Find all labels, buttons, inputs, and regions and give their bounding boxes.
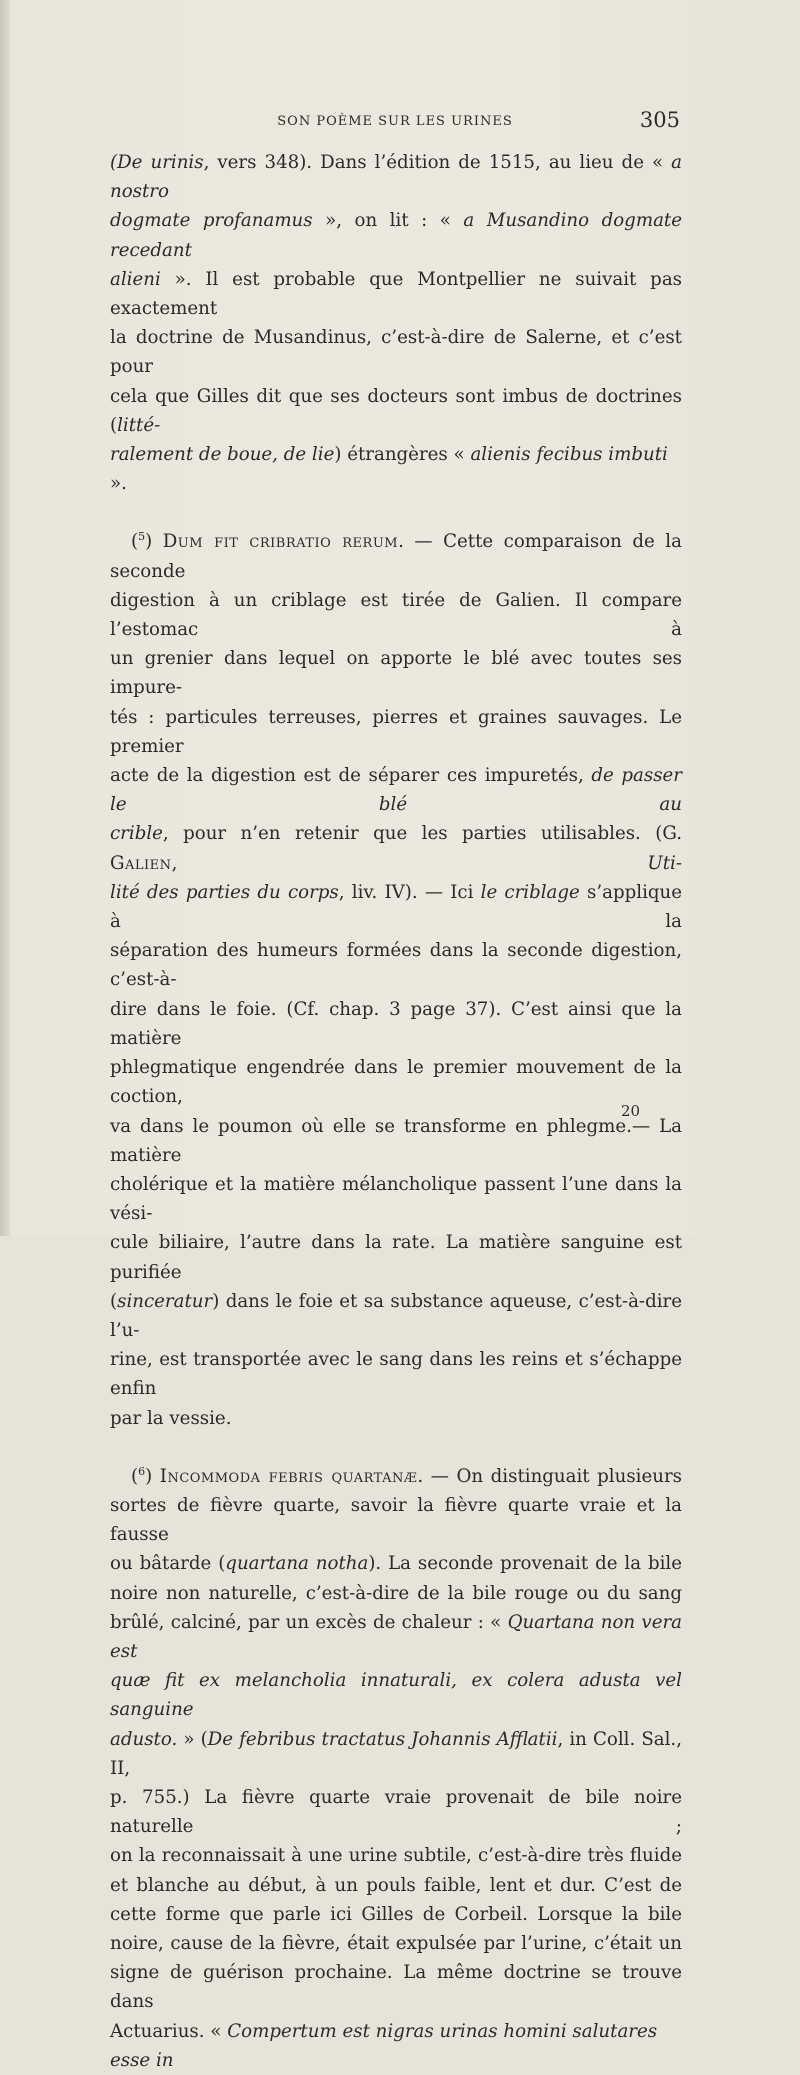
signature-mark: 20	[621, 1102, 641, 1120]
text-line: adusto. » (De febribus tractatus Johannis Afflatii, in Coll. Sal., II,	[110, 1728, 682, 1779]
text-line: lité des parties du corps, liv. IV). — Ici le criblage s’applique à la	[110, 881, 682, 933]
text-line: dogmate profanamus », on lit : « a Musandino dogmate recedant	[110, 210, 682, 261]
text-line: crible, pour n’en retenir que les parties utilisables. (G. Galien, Uti-	[110, 823, 682, 874]
text-line: (De urinis, vers 348). Dans l’édition de 1515, au lieu de « a nostro	[110, 152, 683, 203]
text-line: tés : particules terreuses, pierres et graines sauvages. Le premier	[110, 706, 682, 757]
text-line: cholérique et la matière mélancholique passent l’une dans la vési-	[110, 1173, 682, 1225]
text-line: séparation des humeurs formées dans la seconde digestion, c’est-à-	[110, 940, 682, 991]
page-number: 305	[639, 108, 680, 132]
text-line: brûlé, calciné, par un excès de chaleur : « Quartana non vera est	[110, 1611, 682, 1662]
text-line: digestion à un criblage est tirée de Galien. Il compare l’estomac à	[110, 589, 682, 641]
text-line: va dans le poumon où elle se transforme en phlegme.— La matière	[110, 1115, 682, 1166]
text-line: (sinceratur) dans le foie et sa substance aqueuse, c’est-à-dire l’u-	[110, 1290, 682, 1341]
paragraph	[110, 527, 682, 1432]
text-line: signe de guérison prochaine. La même doctrine se trouve dans	[110, 1962, 682, 2013]
text-line: p. 755.) La fièvre quarte vraie provenait de bile noire naturelle ;	[110, 1786, 682, 1838]
text-line: quæ fit ex melancholia innaturali, ex colera adusta vel sanguine	[110, 1670, 682, 1721]
text-line: noire non naturelle, c’est-à-dire de la bile rouge ou du sang	[110, 1582, 682, 1604]
text-line: alieni ». Il est probable que Montpellier ne suivait pas exactement	[110, 268, 682, 320]
text-line: ($^6$) Incommoda febris quartanæ. — On distinguait plusieurs	[131, 1464, 682, 1487]
text-line: la doctrine de Musandinus, c’est-à-dire de Salerne, et c’est pour	[110, 327, 682, 378]
text-line: ou bâtarde (quartana notha). La seconde provenait de la bile	[110, 1553, 682, 1575]
text-line: noire, cause de la fièvre, était expulsée par l’urine, c’était un	[110, 1932, 682, 1954]
text-line: par la vessie.	[110, 1407, 232, 1429]
text-line: ($^5$) Dum fit cribratio rerum. — Cette comparaison de la seconde	[110, 530, 682, 582]
paragraph	[110, 1462, 682, 2075]
running-title: SON POÈME SUR LES URINES	[277, 114, 513, 129]
text-line: cule biliaire, l’autre dans la rate. La matière sanguine est purifiée	[110, 1232, 682, 1283]
body-text	[110, 148, 682, 2075]
text-line: ralement de boue, de lie) étrangères « alienis fecibus imbuti ».	[110, 444, 668, 495]
running-head	[110, 108, 680, 134]
text-line: cette forme que parle ici Gilles de Corbeil. Lorsque la bile	[110, 1903, 682, 1925]
text-line: sortes de fièvre quarte, savoir la fièvre quarte vraie et la fausse	[110, 1494, 682, 1546]
text-line: dire dans le foie. (Cf. chap. 3 page 37). C’est ainsi que la matière	[110, 998, 682, 1049]
text-line: on la reconnaissait à une urine subtile, c’est-à-dire très fluide	[110, 1845, 682, 1867]
text-line: rine, est transportée avec le sang dans les reins et s’échappe enfin	[110, 1349, 682, 1400]
text-line: acte de la digestion est de séparer ces impuretés, de passer le blé au	[110, 765, 682, 816]
paragraph	[110, 148, 682, 498]
binding-gutter	[0, 0, 10, 1236]
text-line: et blanche au début, à un pouls faible, lent et dur. C’est de	[110, 1874, 682, 1896]
text-line: un grenier dans lequel on apporte le blé avec toutes ses impure-	[110, 648, 682, 699]
text-line: phlegmatique engendrée dans le premier mouvement de la coction,	[110, 1057, 682, 1108]
paragraph-gap	[110, 1433, 682, 1462]
text-line: cela que Gilles dit que ses docteurs sont imbus de doctrines (litté-	[110, 385, 682, 436]
paragraph-gap	[110, 498, 682, 527]
text-line: Actuarius. « Compertum est nigras urinas homini salutares esse in	[110, 2020, 658, 2071]
